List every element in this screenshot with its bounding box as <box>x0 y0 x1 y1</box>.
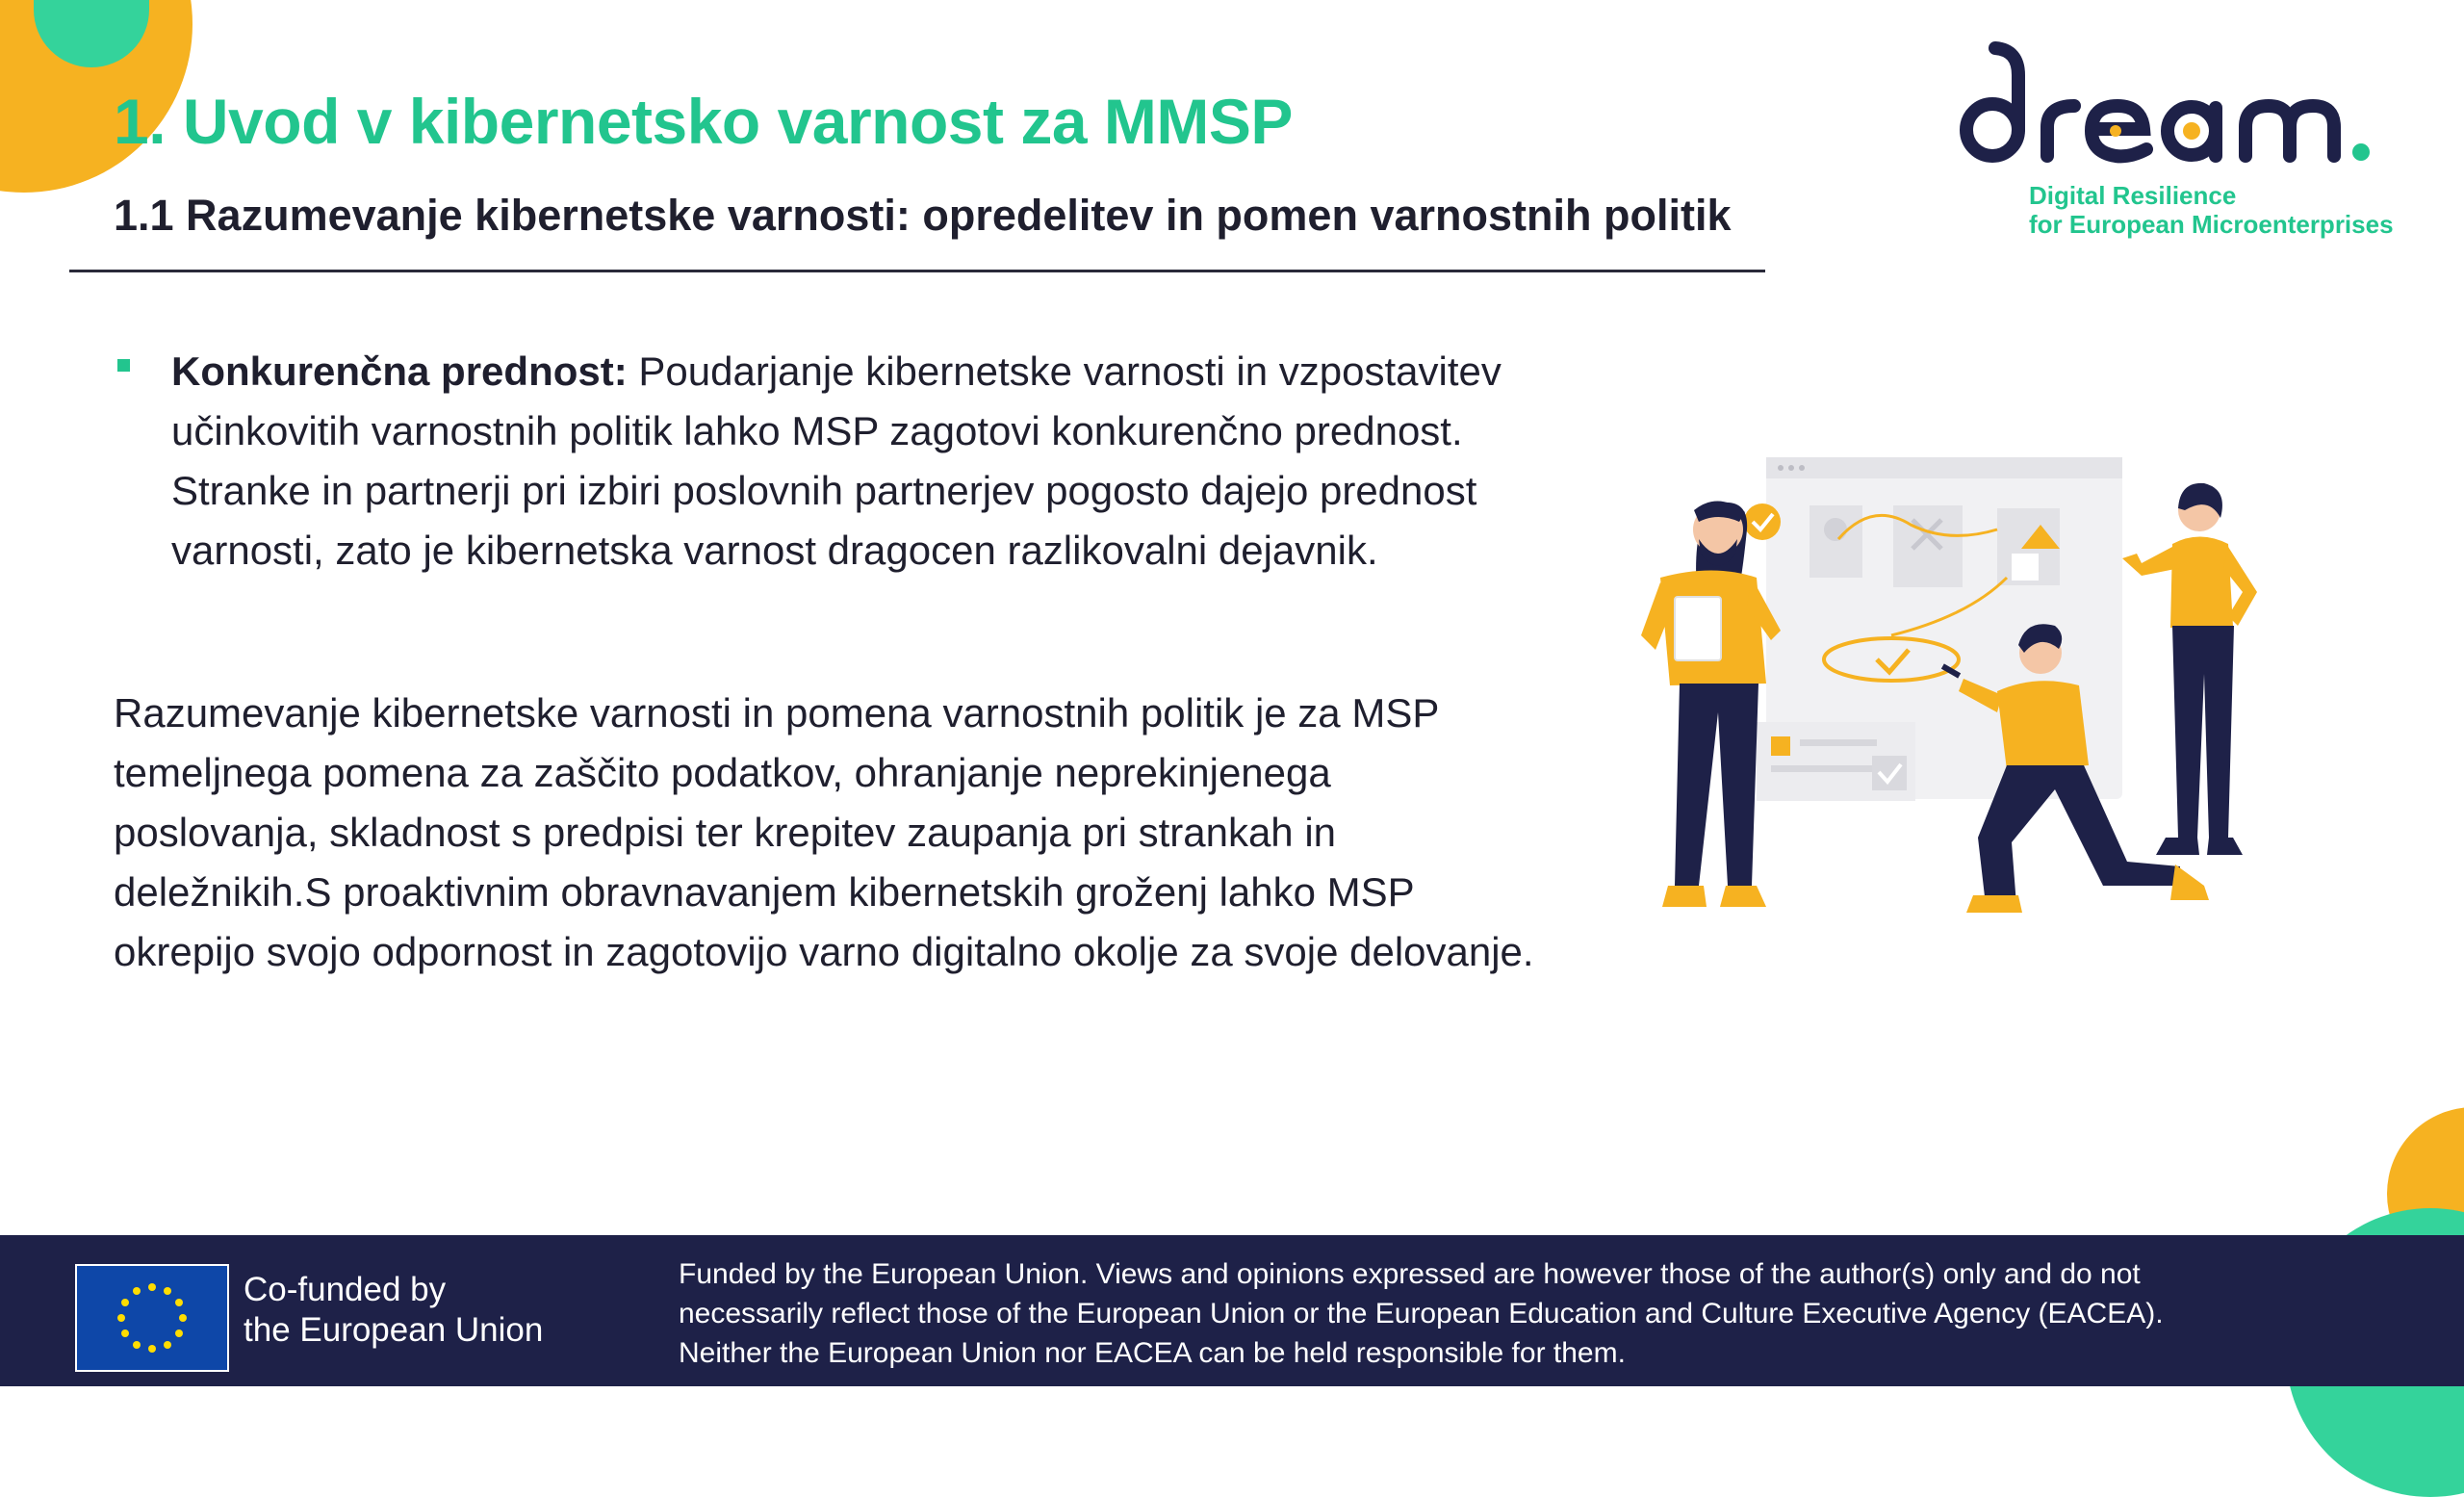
dream-wordmark-icon <box>1939 39 2392 178</box>
cofunded-label-line1: Co-funded by <box>244 1271 447 1308</box>
bullet-square-icon <box>117 359 130 372</box>
disclaimer-line: Funded by the European Union. Views and opinions expressed are however those of the author(s) only and do not <box>679 1258 2141 1290</box>
disclaimer-line: necessarily reflect those of the European Union or the European Education and Culture Executive Agency (EACEA). <box>679 1298 2164 1329</box>
disclaimer-line: Neither the European Union nor EACEA can be held responsible for them. <box>679 1337 1626 1369</box>
logo-tagline-line1: Digital Resilience <box>2029 181 2237 210</box>
logo-tagline-line2: for European Microenterprises <box>2029 210 2394 239</box>
page-subtitle: 1.1 Razumevanje kibernetske varnosti: opredelitev in pomen varnostnih politik <box>114 191 1732 240</box>
body-paragraph: Razumevanje kibernetske varnosti in pomena varnostnih politik je za MSP temeljnega pomena za zaščito podatkov, ohranjanje neprekinjenega poslovanja, skladnost s predpisi ter krepitev zaupanja pri strankah in deležnikih.S proaktivnim obravnavanjem kibernetskih groženj lahko MSP okrepijo svojo odpornost in zagotovijo varno digitalno okolje za svoje delovanje. <box>114 690 1534 974</box>
footer-bar <box>0 1235 2464 1386</box>
title-divider <box>69 270 1765 272</box>
cofunded-label-line2: the European Union <box>244 1311 544 1349</box>
funding-disclaimer <box>679 1254 2315 1373</box>
page-title: 1. Uvod v kibernetsko varnost za MMSP <box>114 86 1293 157</box>
bullet-item <box>114 342 1557 581</box>
bullet-body: Poudarjanje kibernetske varnosti in vzpostavitev učinkovitih varnostnih politik lahko MSP zagotovi konkurenčno prednost. Stranke in partnerji pri izbiri poslovnih partnerjev pogosto dajejo prednost varnosti, zato je kibernetska varnost dragocen razlikovalni dejavnik. <box>171 348 1502 573</box>
bullet-heading: Konkurenčna prednost: <box>171 348 628 394</box>
team-illustration <box>1603 433 2296 934</box>
dream-logo <box>1939 39 2392 245</box>
bullet-text <box>171 342 1557 581</box>
eu-flag-icon <box>75 1264 229 1372</box>
